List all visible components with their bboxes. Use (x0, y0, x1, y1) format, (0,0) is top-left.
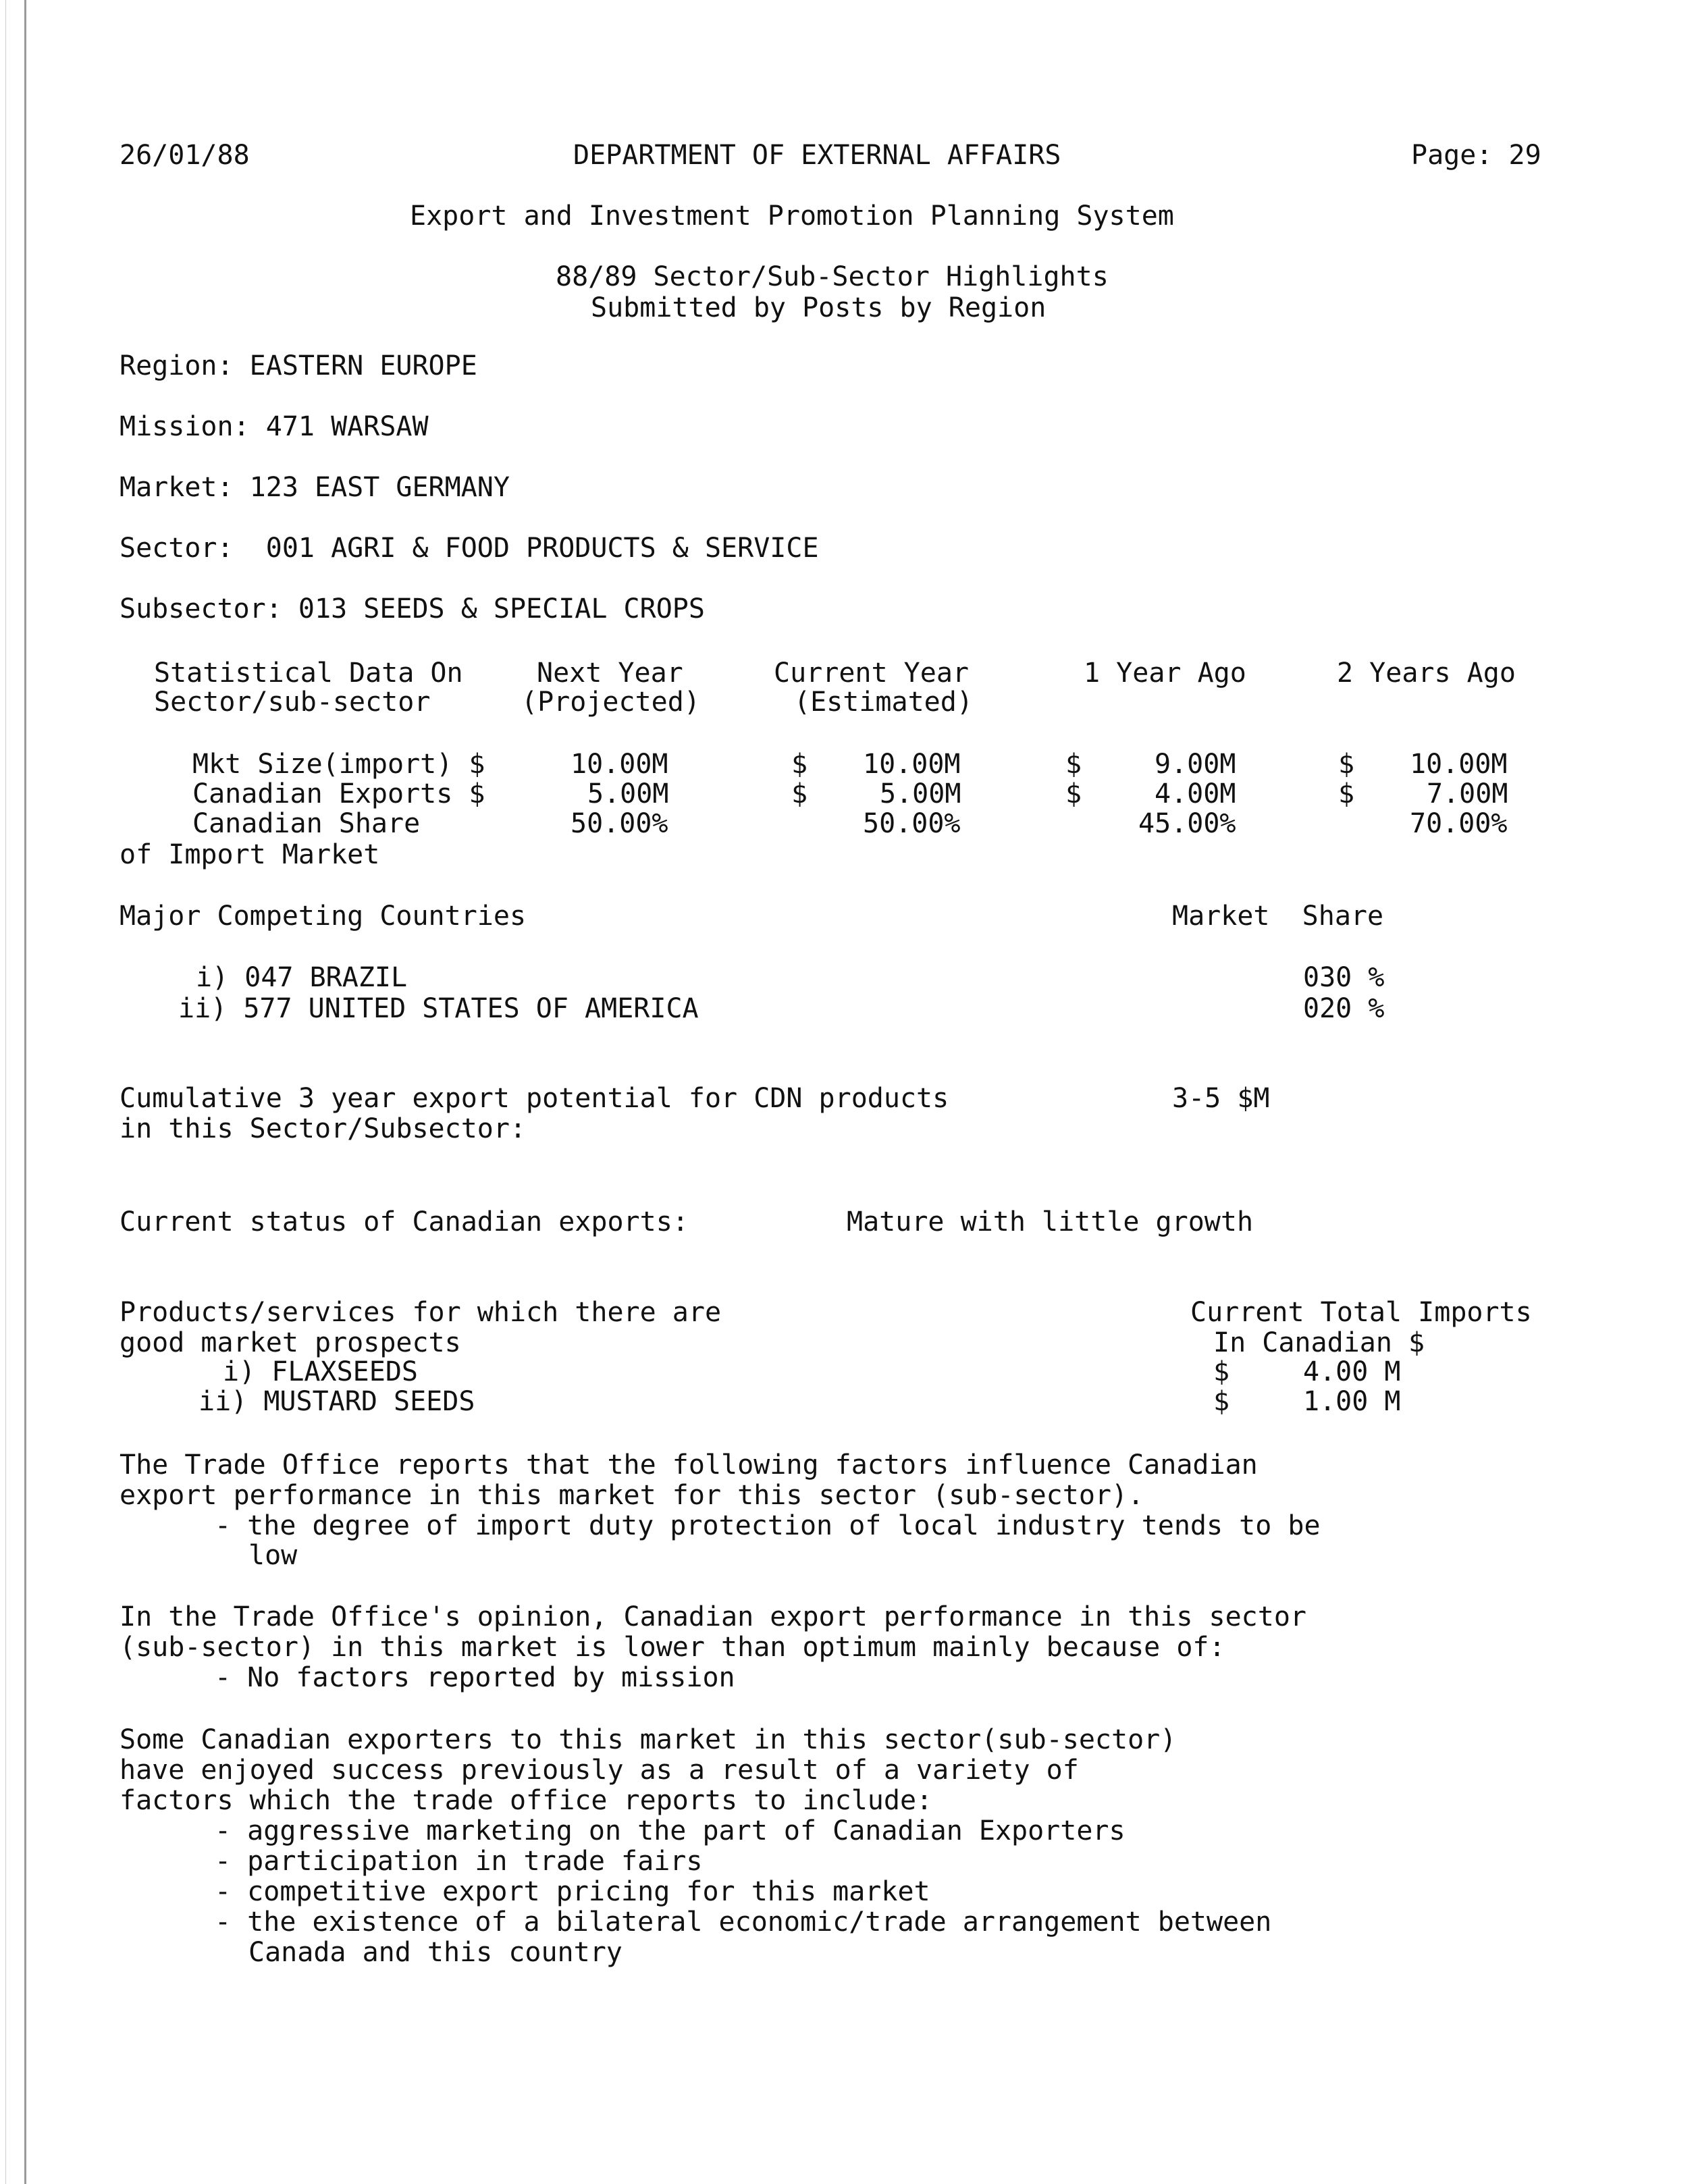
factors-line-2: export performance in this market for this sector (sub-sector). (120, 1480, 1144, 1511)
prospect-currency: $ (1213, 1356, 1230, 1387)
stats-header-estimated: (Estimated) (794, 687, 973, 718)
competitor-name: ii) 577 UNITED STATES OF AMERICA (178, 993, 699, 1024)
success-line-1: Some Canadian exporters to this market in this sector(sub-sector) (120, 1724, 1177, 1755)
competitor-name: i) 047 BRAZIL (196, 962, 408, 993)
prospect-value: 4.00 M (1303, 1356, 1401, 1387)
department-title: DEPARTMENT OF EXTERNAL AFFAIRS (573, 140, 1061, 171)
success-item: - competitive export pricing for this market (215, 1876, 930, 1907)
stats-value-two-ago: 70.00% (1410, 808, 1508, 839)
prospects-col-header-2: In Canadian $ (1213, 1327, 1425, 1358)
competitors-share-header: Market Share (1172, 901, 1384, 932)
stats-share-continuation: of Import Market (120, 839, 380, 870)
stats-header-projected: (Projected) (521, 687, 700, 718)
stats-row-label: Mkt Size(import) $ (192, 749, 485, 780)
stats-header-two-ago: 2 Years Ago (1337, 658, 1516, 689)
page-number: Page: 29 (1411, 140, 1541, 171)
page-edge-line (5, 0, 6, 2184)
subsector-line: Subsector: 013 SEEDS & SPECIAL CROPS (120, 593, 705, 624)
stats-value-one-ago: 9.00M (1155, 749, 1236, 780)
prospects-col-header-1: Current Total Imports (1190, 1297, 1532, 1328)
report-date: 26/01/88 (120, 140, 250, 171)
stats-header-current: Current Year (774, 658, 969, 689)
success-line-3: factors which the trade office reports to include: (120, 1785, 933, 1816)
prospects-line-1: Products/services for which there are (120, 1297, 722, 1328)
prospects-line-2: good market prospects (120, 1327, 461, 1358)
stats-currency: $ (1065, 749, 1082, 780)
prospect-currency: $ (1213, 1386, 1230, 1417)
stats-value-current: 50.00% (863, 808, 961, 839)
stats-currency: $ (1338, 749, 1355, 780)
factors-line-1: The Trade Office reports that the following factors influence Canadian (120, 1449, 1258, 1481)
stats-currency: $ (1065, 778, 1082, 809)
opinion-item: - No factors reported by mission (215, 1662, 735, 1693)
success-item: - aggressive marketing on the part of Canadian Exporters (215, 1815, 1126, 1846)
stats-value-next: 50.00% (571, 808, 668, 839)
stats-value-one-ago: 4.00M (1155, 778, 1236, 809)
stats-row-label: Canadian Share (192, 808, 421, 839)
potential-line-1: Cumulative 3 year export potential for CDN products (120, 1083, 949, 1114)
opinion-line-1: In the Trade Office's opinion, Canadian export performance in this sector (120, 1601, 1306, 1632)
success-item: - participation in trade fairs (215, 1846, 703, 1877)
stats-header-one-ago: 1 Year Ago (1084, 658, 1246, 689)
market-line: Market: 123 EAST GERMANY (120, 472, 510, 503)
competitors-title: Major Competing Countries (120, 901, 527, 932)
stats-value-next: 5.00M (587, 778, 669, 809)
stats-value-next: 10.00M (571, 749, 668, 780)
page-edge-shadow (24, 0, 26, 2184)
stats-value-two-ago: 7.00M (1427, 778, 1508, 809)
prospect-item: ii) MUSTARD SEEDS (198, 1386, 475, 1417)
success-line-2: have enjoyed success previously as a result of a variety of (120, 1755, 1079, 1786)
stats-header-label: Statistical Data On (154, 658, 463, 689)
submitted-subtitle: Submitted by Posts by Region (591, 292, 1047, 323)
system-title: Export and Investment Promotion Planning System (410, 201, 1174, 232)
stats-currency: $ (1338, 778, 1355, 809)
factors-item-cont: low (248, 1540, 298, 1571)
stats-header-next: Next Year (537, 658, 683, 689)
sector-line: Sector: 001 AGRI & FOOD PRODUCTS & SERVICE (120, 533, 819, 564)
competitor-share: 020 % (1303, 993, 1385, 1024)
highlights-title: 88/89 Sector/Sub-Sector Highlights (556, 261, 1109, 292)
prospect-value: 1.00 M (1303, 1386, 1401, 1417)
stats-currency: $ (791, 749, 808, 780)
stats-currency: $ (791, 778, 808, 809)
success-item: - the existence of a bilateral economic/trade arrangement between (215, 1907, 1272, 1938)
stats-value-two-ago: 10.00M (1410, 749, 1508, 780)
mission-line: Mission: 471 WARSAW (120, 411, 429, 442)
stats-value-current: 10.00M (863, 749, 961, 780)
opinion-line-2: (sub-sector) in this market is lower than optimum mainly because of: (120, 1632, 1225, 1663)
competitor-share: 030 % (1303, 962, 1385, 993)
prospect-item: i) FLAXSEEDS (223, 1356, 418, 1387)
stats-value-current: 5.00M (880, 778, 961, 809)
status-value: Mature with little growth (847, 1206, 1254, 1237)
stats-row-label: Canadian Exports $ (192, 778, 485, 809)
potential-line-2: in this Sector/Subsector: (120, 1113, 527, 1144)
success-item-cont: Canada and this country (248, 1937, 623, 1968)
factors-item: - the degree of import duty protection of local industry tends to be (215, 1510, 1321, 1541)
stats-header-label-2: Sector/sub-sector (154, 687, 431, 718)
region-line: Region: EASTERN EUROPE (120, 350, 477, 381)
status-label: Current status of Canadian exports: (120, 1206, 689, 1237)
potential-value: 3-5 $M (1172, 1083, 1270, 1114)
stats-value-one-ago: 45.00% (1138, 808, 1236, 839)
